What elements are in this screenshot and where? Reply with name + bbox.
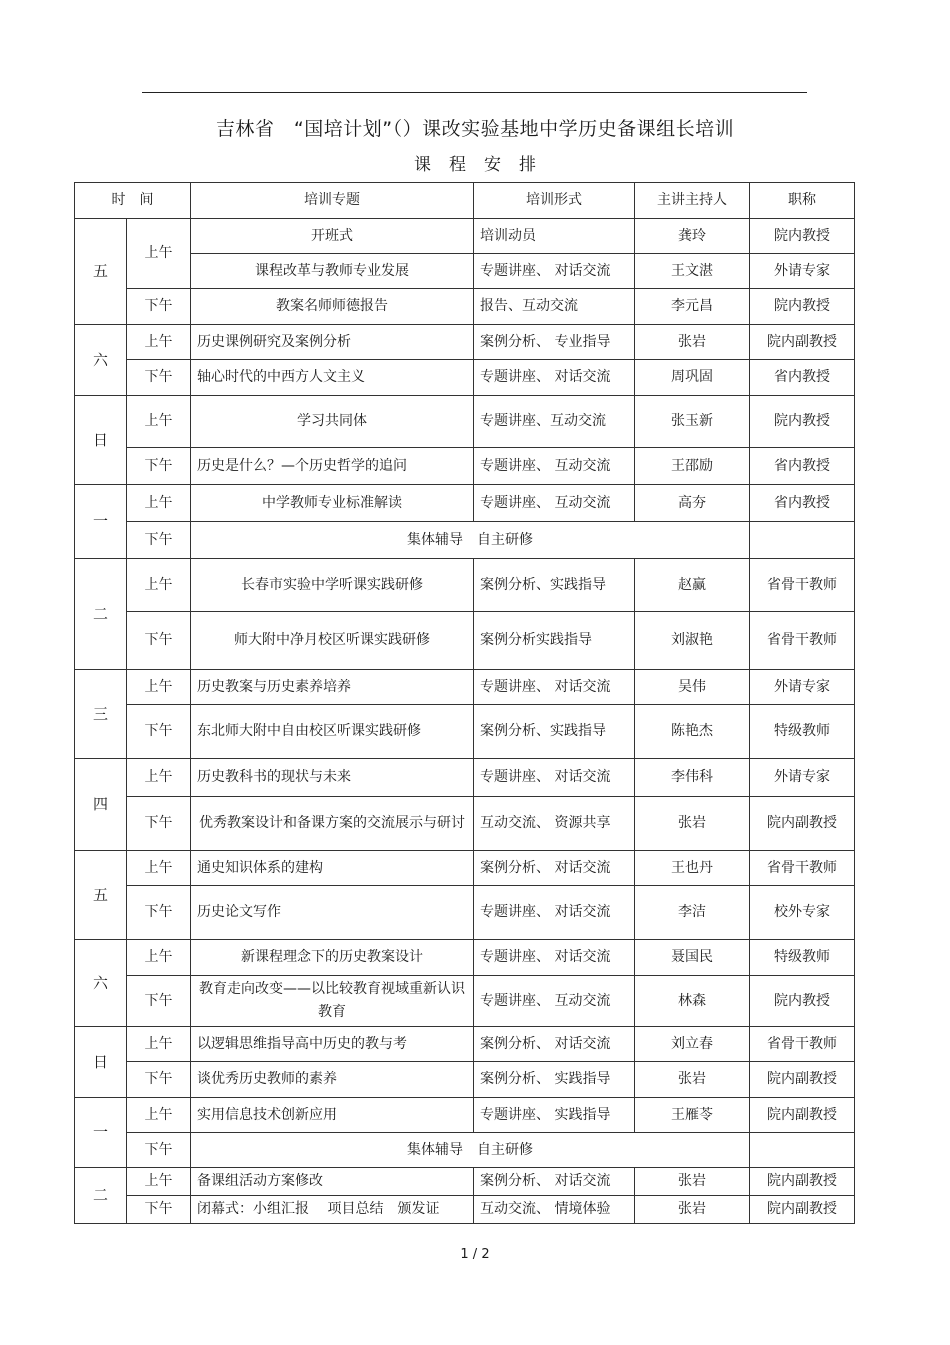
host-cell: 李洁 [635,886,750,940]
rank-cell: 省内教授 [750,360,855,396]
schedule-body [75,183,855,1224]
format-cell: 专题讲座、 对话交流 [474,886,635,940]
period-cell: 上午 [127,219,191,289]
format-cell: 案例分析、实践指导 [474,705,635,759]
topic-cell: 历史是什么？—个历史哲学的追问 [191,448,474,485]
table-row [75,1027,855,1062]
rank-cell: 院内教授 [750,976,855,1027]
topic-cell: 新课程理念下的历史教案设计 [191,940,474,976]
empty-rank-cell [750,522,855,559]
host-cell: 刘淑艳 [635,612,750,670]
period-cell: 上午 [127,396,191,448]
rank-cell: 校外专家 [750,886,855,940]
rank-cell: 省内教授 [750,485,855,522]
topic-cell: 历史论文写作 [191,886,474,940]
table-row [75,1168,855,1196]
topic-cell: 历史教案与历史素养培养 [191,670,474,705]
table-row [75,1098,855,1133]
rank-cell: 院内教授 [750,396,855,448]
day-cell: 五 [75,851,127,940]
host-cell: 张岩 [635,797,750,851]
table-row [75,325,855,360]
subtitle-char: 排 [519,155,536,175]
host-cell: 王邵励 [635,448,750,485]
topic-cell: 历史教科书的现状与未来 [191,759,474,797]
rank-cell: 省内教授 [750,448,855,485]
format-cell: 专题讲座、 对话交流 [474,940,635,976]
host-cell: 陈艳杰 [635,705,750,759]
rank-cell: 院内副教授 [750,1196,855,1224]
topic-cell: 长春市实验中学听课实践研修 [191,559,474,612]
rank-cell: 省骨干教师 [750,612,855,670]
format-cell: 专题讲座、 互动交流 [474,448,635,485]
day-cell: 一 [75,1098,127,1168]
day-cell: 五 [75,219,127,325]
format-cell: 培训动员 [474,219,635,254]
topic-cell: 优秀教案设计和备课方案的交流展示与研讨 [191,797,474,851]
header-topic: 培训专题 [191,183,474,219]
empty-rank-cell [750,1133,855,1168]
table-row [75,396,855,448]
subtitle-char: 程 [449,155,466,175]
period-cell: 下午 [127,797,191,851]
topic-cell: 通史知识体系的建构 [191,851,474,886]
day-cell: 日 [75,396,127,485]
day-cell: 三 [75,670,127,759]
format-cell: 专题讲座、 对话交流 [474,360,635,396]
period-cell: 上午 [127,559,191,612]
format-cell: 互动交流、 资源共享 [474,797,635,851]
format-cell: 专题讲座、 互动交流 [474,976,635,1027]
host-cell: 龚玲 [635,219,750,254]
host-cell: 王雁苓 [635,1098,750,1133]
topic-cell: 学习共同体 [191,396,474,448]
topic-cell: 课程改革与教师专业发展 [191,254,474,289]
page-number: 1 / 2 [460,1247,490,1262]
table-row [75,1133,855,1168]
header-row [75,183,855,219]
table-row [75,759,855,797]
rank-cell: 外请专家 [750,759,855,797]
merged-activity-cell: 集体辅导 自主研修 [191,522,750,559]
host-cell: 李元昌 [635,289,750,325]
host-cell: 王也丹 [635,851,750,886]
merged-activity-cell: 集体辅导 自主研修 [191,1133,750,1168]
schedule-table [74,182,855,1224]
topic-cell: 轴心时代的中西方人文主义 [191,360,474,396]
rank-cell: 省骨干教师 [750,851,855,886]
table-row [75,448,855,485]
day-cell: 四 [75,759,127,851]
format-cell: 案例分析、 专业指导 [474,325,635,360]
format-cell: 案例分析实践指导 [474,612,635,670]
format-cell: 专题讲座、 对话交流 [474,670,635,705]
subtitle-char: 课 [414,155,431,175]
rank-cell: 院内副教授 [750,1168,855,1196]
rank-cell: 院内副教授 [750,1098,855,1133]
rank-cell: 院内副教授 [750,797,855,851]
table-row [75,360,855,396]
host-cell: 张岩 [635,1196,750,1224]
table-row [75,289,855,325]
period-cell: 下午 [127,1196,191,1224]
header-format: 培训形式 [474,183,635,219]
topic-cell: 谈优秀历史教师的素养 [191,1062,474,1098]
format-cell: 专题讲座、 对话交流 [474,759,635,797]
rank-cell: 院内教授 [750,289,855,325]
rank-cell: 外请专家 [750,670,855,705]
topic-cell: 开班式 [191,219,474,254]
period-cell: 下午 [127,1133,191,1168]
topic-cell: 教育走向改变——以比较教育视域重新认识教育 [191,976,474,1027]
day-cell: 六 [75,940,127,1027]
topic-cell: 中学教师专业标准解读 [191,485,474,522]
header-host: 主讲主持人 [635,183,750,219]
table-row [75,485,855,522]
table-row [75,1062,855,1098]
topic-cell: 历史课例研究及案例分析 [191,325,474,360]
host-cell: 张岩 [635,1168,750,1196]
rank-cell: 省骨干教师 [750,1027,855,1062]
format-cell: 专题讲座、 对话交流 [474,254,635,289]
period-cell: 下午 [127,522,191,559]
period-cell: 上午 [127,759,191,797]
topic-cell: 以逻辑思维指导高中历史的教与考 [191,1027,474,1062]
host-cell: 张岩 [635,325,750,360]
format-cell: 案例分析、 对话交流 [474,1168,635,1196]
format-cell: 报告、互动交流 [474,289,635,325]
host-cell: 刘立春 [635,1027,750,1062]
host-cell: 聂国民 [635,940,750,976]
format-cell: 案例分析、 实践指导 [474,1062,635,1098]
format-cell: 专题讲座、 实践指导 [474,1098,635,1133]
host-cell: 赵赢 [635,559,750,612]
format-cell: 案例分析、实践指导 [474,559,635,612]
day-cell: 二 [75,1168,127,1224]
rank-cell: 省骨干教师 [750,559,855,612]
table-row [75,976,855,1027]
period-cell: 上午 [127,1098,191,1133]
table-row [75,851,855,886]
format-cell: 专题讲座、 互动交流 [474,485,635,522]
format-cell: 专题讲座、互动交流 [474,396,635,448]
topic-cell: 备课组活动方案修改 [191,1168,474,1196]
period-cell: 上午 [127,485,191,522]
topic-cell: 实用信息技术创新应用 [191,1098,474,1133]
table-row [75,219,855,254]
host-cell: 王文湛 [635,254,750,289]
header-time: 时 间 [75,183,191,219]
table-row [75,670,855,705]
day-cell: 日 [75,1027,127,1098]
period-cell: 下午 [127,612,191,670]
table-row [75,1196,855,1224]
period-cell: 上午 [127,1168,191,1196]
rank-cell: 外请专家 [750,254,855,289]
period-cell: 上午 [127,851,191,886]
period-cell: 下午 [127,360,191,396]
day-cell: 六 [75,325,127,396]
host-cell: 周巩固 [635,360,750,396]
format-cell: 互动交流、 情境体验 [474,1196,635,1224]
period-cell: 下午 [127,886,191,940]
table-row [75,612,855,670]
day-cell: 一 [75,485,127,559]
topic-cell: 闭幕式：小组汇报 项目总结 颁发证 [191,1196,474,1224]
day-cell: 二 [75,559,127,670]
rank-cell: 特级教师 [750,705,855,759]
table-row [75,940,855,976]
subtitle-char: 安 [484,155,501,175]
host-cell: 林森 [635,976,750,1027]
table-row [75,797,855,851]
period-cell: 上午 [127,940,191,976]
period-cell: 下午 [127,976,191,1027]
topic-cell: 教案名师师德报告 [191,289,474,325]
top-rule [142,92,807,93]
rank-cell: 特级教师 [750,940,855,976]
table-row [75,886,855,940]
document-subtitle [0,150,950,175]
period-cell: 上午 [127,1027,191,1062]
period-cell: 上午 [127,670,191,705]
format-cell: 案例分析、 对话交流 [474,1027,635,1062]
period-cell: 下午 [127,1062,191,1098]
table-row [75,522,855,559]
rank-cell: 院内教授 [750,219,855,254]
host-cell: 张玉新 [635,396,750,448]
document-title: 吉林省 “国培计划”（）课改实验基地中学历史备课组长培训 [215,118,735,140]
table-row [75,705,855,759]
host-cell: 高夯 [635,485,750,522]
table-row [75,559,855,612]
table-row [75,254,855,289]
host-cell: 李伟科 [635,759,750,797]
host-cell: 张岩 [635,1062,750,1098]
host-cell: 吴伟 [635,670,750,705]
rank-cell: 院内副教授 [750,325,855,360]
period-cell: 上午 [127,325,191,360]
rank-cell: 院内副教授 [750,1062,855,1098]
topic-cell: 东北师大附中自由校区听课实践研修 [191,705,474,759]
topic-cell: 师大附中净月校区听课实践研修 [191,612,474,670]
period-cell: 下午 [127,705,191,759]
header-rank: 职称 [750,183,855,219]
period-cell: 下午 [127,289,191,325]
period-cell: 下午 [127,448,191,485]
format-cell: 案例分析、 对话交流 [474,851,635,886]
